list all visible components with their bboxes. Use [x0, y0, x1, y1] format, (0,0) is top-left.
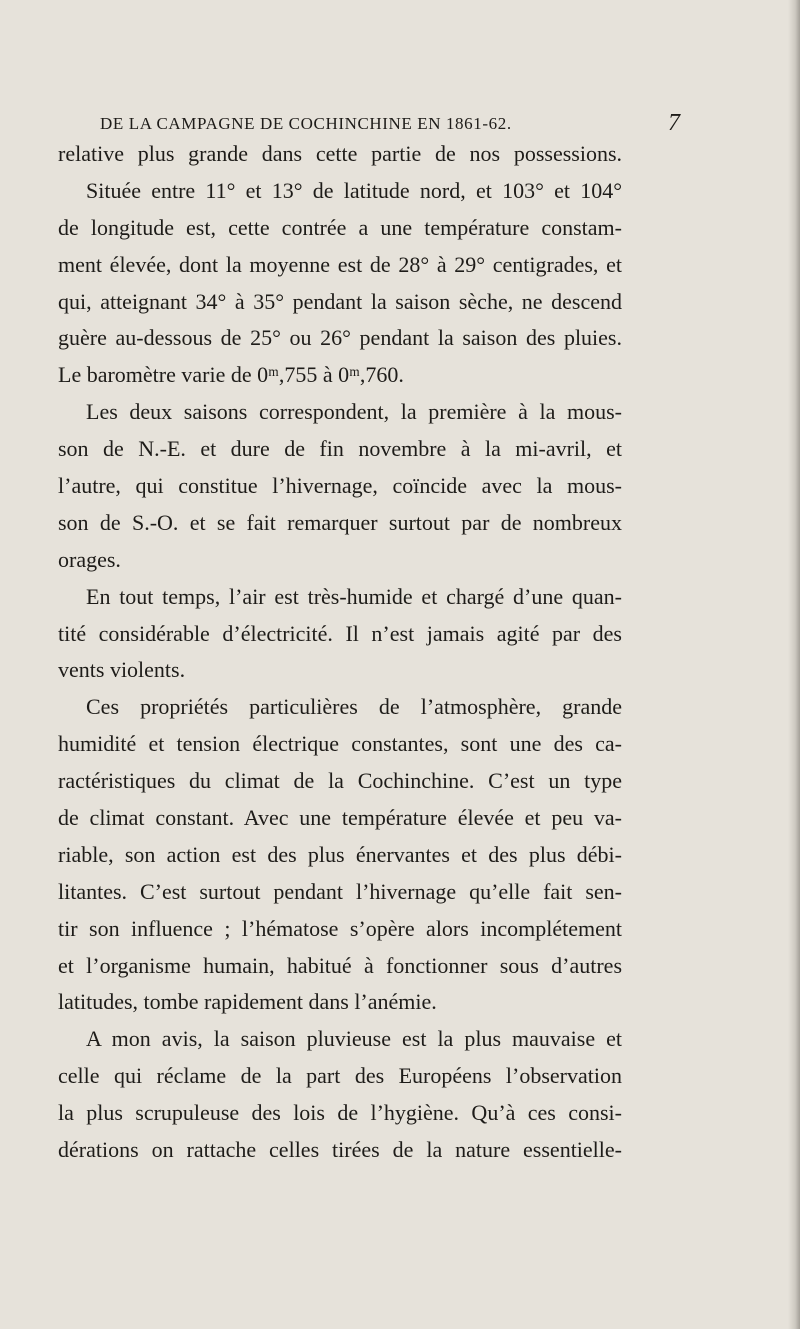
text-line: de climat constant. Avec une température élevée et peu va- [58, 805, 622, 831]
page-edge-shadow [788, 0, 800, 1329]
paragraph [58, 394, 622, 578]
text-line: Les deux saisons correspondent, la première à la mous- [86, 399, 622, 425]
body-text [58, 136, 622, 1169]
text-line: latitudes, tombe rapidement dans l’anémie. [58, 989, 437, 1015]
text-line: tir son influence ; l’hématose s’opère alors incomplétement [58, 915, 622, 941]
text-line: humidité et tension électrique constantes, sont une des ca- [58, 731, 622, 757]
text-line: Située entre 11° et 13° de latitude nord, et 103° et 104° [86, 177, 622, 203]
paragraph [58, 136, 622, 394]
text-line: son de S.-O. et se fait remarquer surtout par de nombreux [58, 509, 622, 535]
text-line: et l’organisme humain, habitué à fonctionner sous d’autres [58, 952, 622, 978]
paragraph [58, 579, 622, 690]
text-line: litantes. C’est surtout pendant l’hivernage qu’elle fait sen- [58, 878, 622, 904]
text-line: celle qui réclame de la part des Européens l’observation [58, 1063, 622, 1089]
text-line: En tout temps, l’air est très-humide et chargé d’une quan- [86, 583, 622, 609]
text-line: relative plus grande dans cette partie de nos possessions. [58, 141, 622, 166]
text-line: qui, atteignant 34° à 35° pendant la saison sèche, ne descend [58, 288, 622, 314]
text-line: tité considérable d’électricité. Il n’est jamais agité par des [58, 620, 622, 646]
text-line: ractéristiques du climat de la Cochinchine. C’est un type [58, 768, 622, 794]
page-number: 7 [668, 110, 680, 136]
text-line: riable, son action est des plus énervantes et des plus débi- [58, 841, 622, 867]
text-line: Ces propriétés particulières de l’atmosphère, grande [86, 694, 622, 720]
text-line: Le baromètre varie de 0ᵐ,755 à 0ᵐ,760. [58, 362, 404, 388]
text-line: ment élevée, dont la moyenne est de 28° à 29° centigrades, et [58, 251, 622, 277]
text-line: A mon avis, la saison pluvieuse est la plus mauvaise et [86, 1026, 622, 1052]
running-title: DE LA CAMPAGNE DE COCHINCHINE EN 1861-62. [100, 114, 512, 133]
text-line: l’autre, qui constitue l’hivernage, coïncide avec la mous- [58, 473, 622, 499]
text-line: la plus scrupuleuse des lois de l’hygiène. Qu’à ces consi- [58, 1100, 622, 1126]
text-line: orages. [58, 546, 121, 572]
paragraph [58, 1021, 622, 1169]
paragraph [58, 689, 622, 1021]
text-line: son de N.-E. et dure de fin novembre à la mi-avril, et [58, 436, 622, 462]
text-line: guère au-dessous de 25° ou 26° pendant la saison des pluies. [58, 325, 622, 351]
text-line: vents violents. [58, 657, 186, 683]
text-line: dérations on rattache celles tirées de la nature essentielle- [58, 1137, 622, 1163]
text-line: de longitude est, cette contrée a une température constam- [58, 214, 622, 240]
